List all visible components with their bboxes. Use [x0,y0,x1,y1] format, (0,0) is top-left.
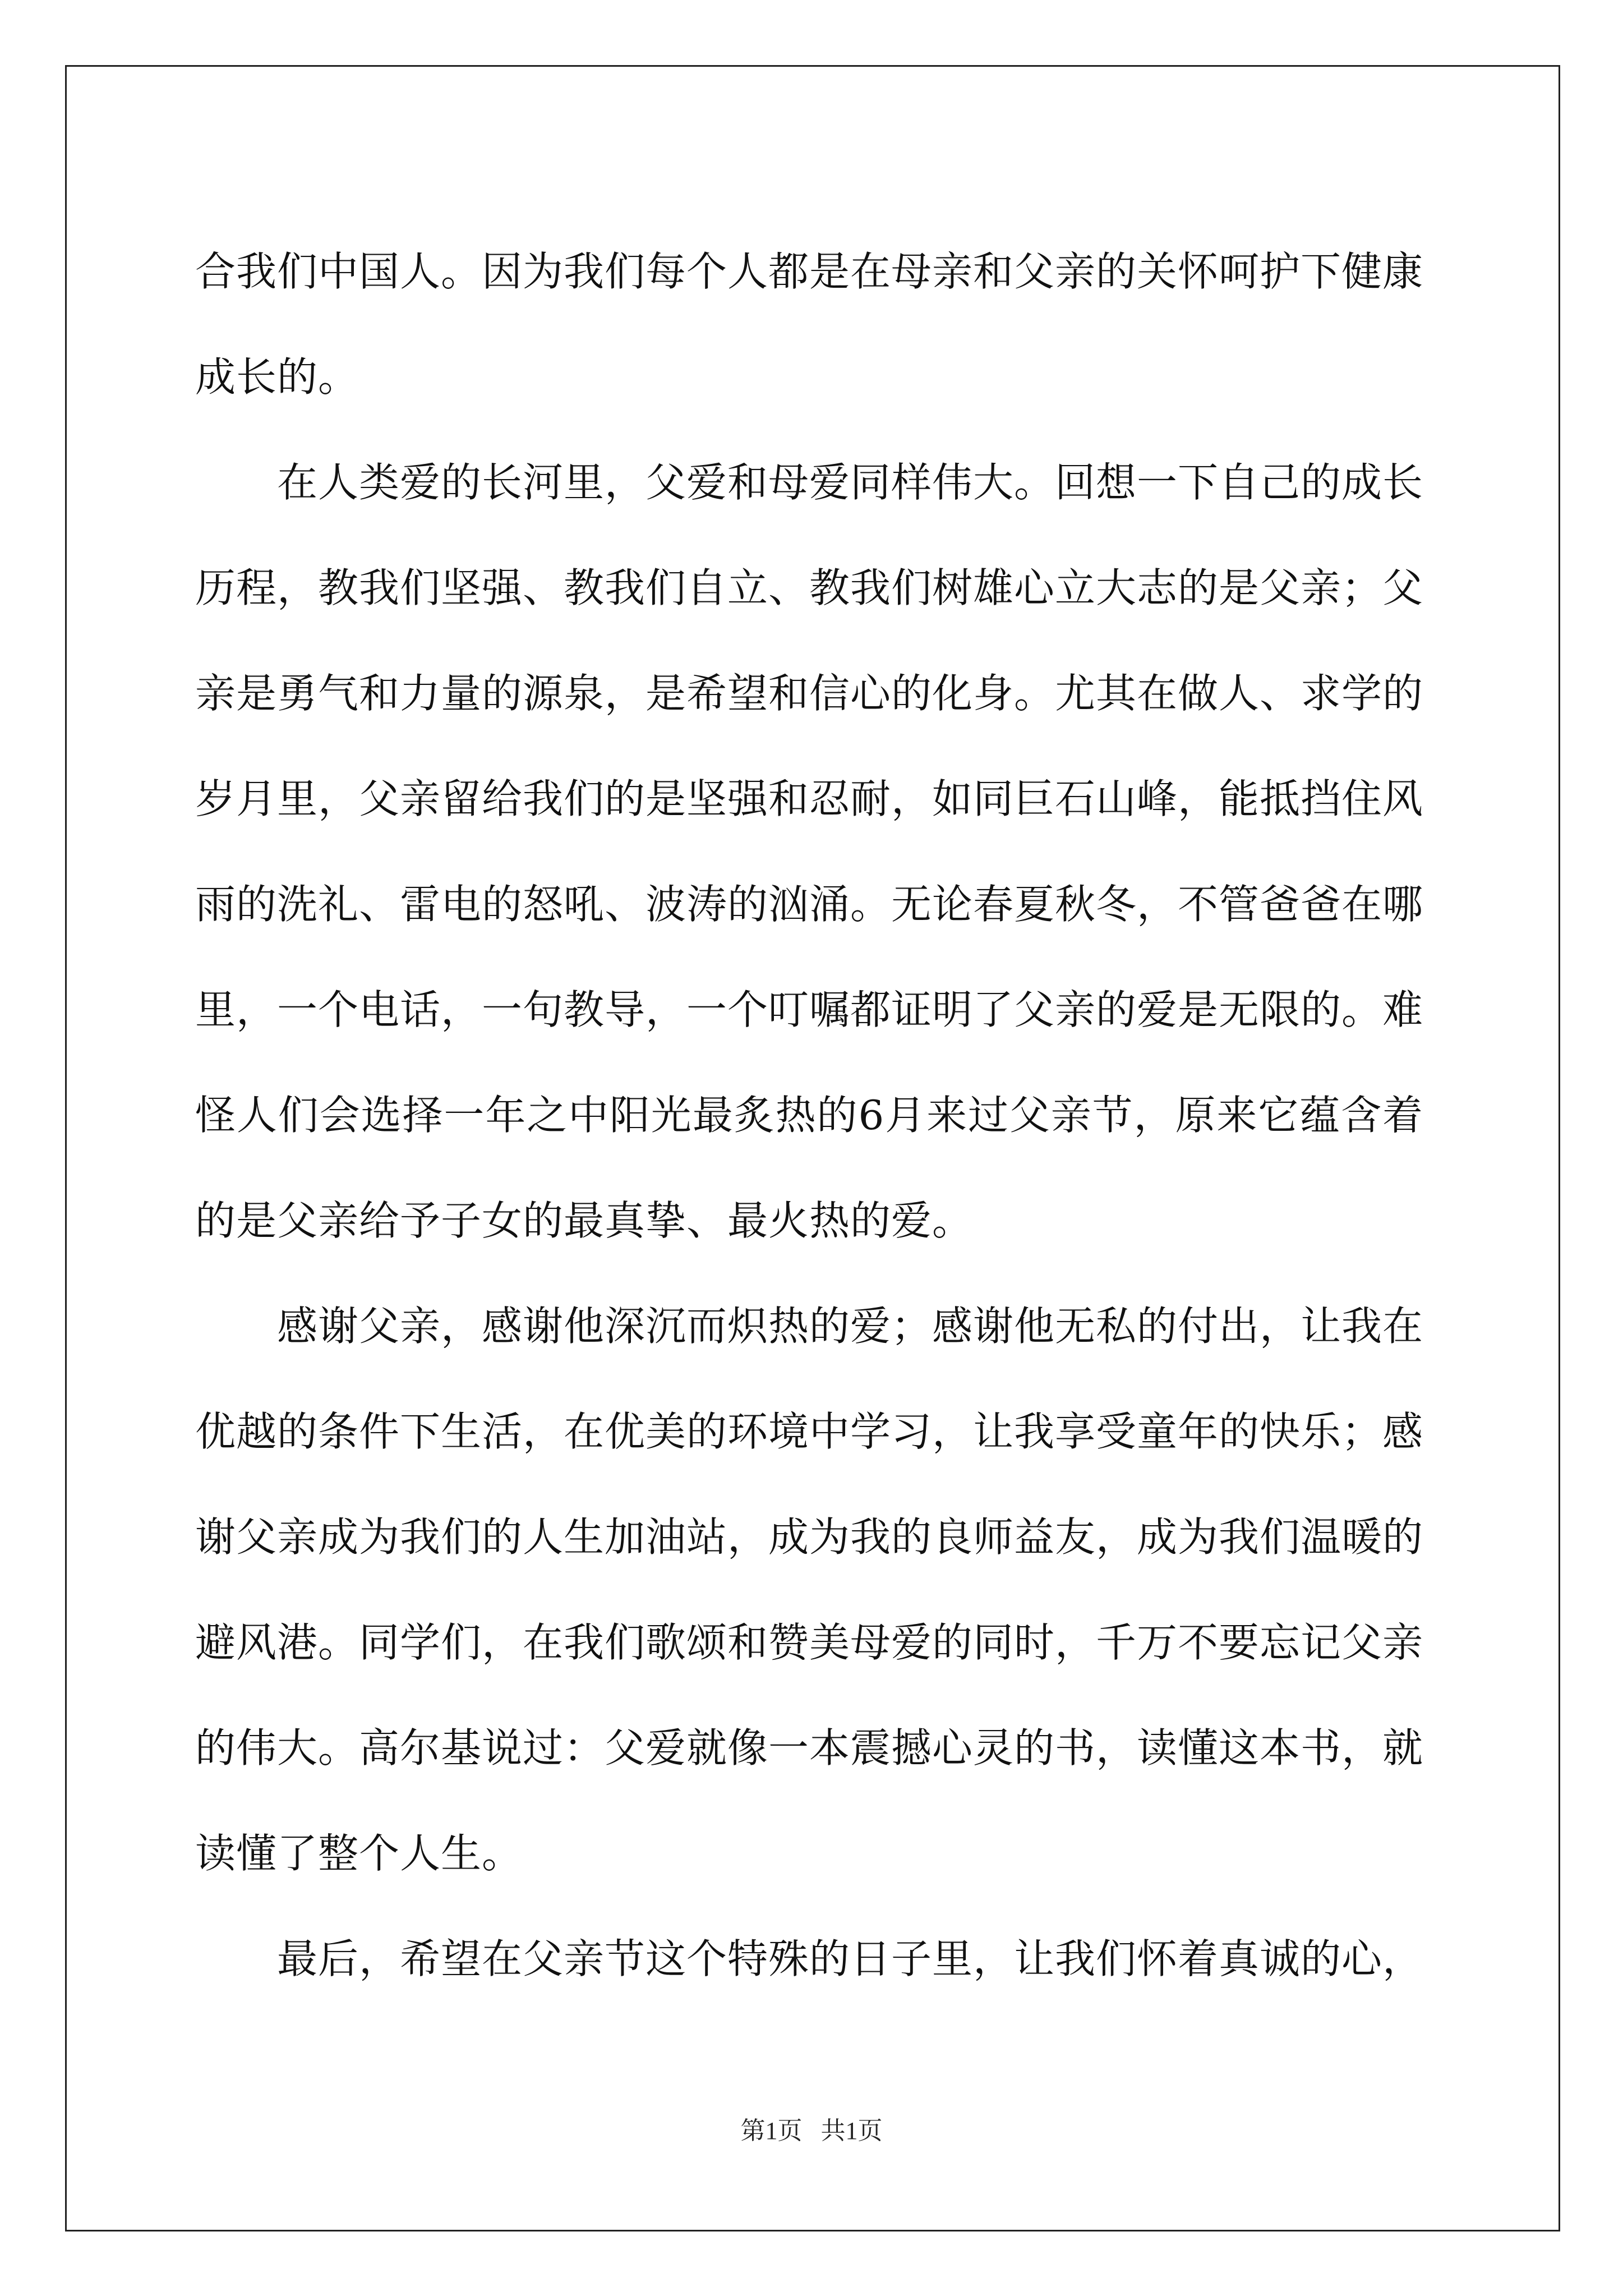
page-number-footer: 第1页 共1页 [740,2117,883,2145]
paragraph-3: 感谢父亲，感谢他深沉而炽热的爱；感谢他无私的付出，让我在优越的条件下生活，在优美的环境中学习，让我享受童年的快乐；感谢父亲成为我们的人生加油站，成为我的良师益友，成为我们温暖的避风港。同学们，在我们歌颂和赞美母爱的同时，千万不要忘记父亲的伟大。高尔基说过：父爱就像一本震撼心灵的书，读懂这本书，就读懂了整个人生。 [195,1303,1424,1877]
document-body [195,219,1423,2012]
paragraph-2: 在人类爱的长河里，父爱和母爱同样伟大。回想一下自己的成长历程，教我们坚强、教我们自立、教我们树雄心立大志的是父亲；父亲是勇气和力量的源泉，是希望和信心的化身。尤其在做人、求学的岁月里，父亲留给我们的是坚强和忍耐，如同巨石山峰，能抵挡住风雨的洗礼、雷电的怒吼、波涛的汹涌。无论春夏秋冬，不管爸爸在哪里，一个电话，一句教导，一个叮嘱都证明了父亲的爱是无限的。难怪人们会选择一年之中阳光最炙热的6月来过父亲节，原来它蕴含着的是父亲给予子女的最真挚、最火热的爱。 [195,459,1424,1244]
paragraph-4: 最后，希望在父亲节这个特殊的日子里，让我们怀着真诚的心， [277,1935,1424,1982]
paragraph-1: 合我们中国人。因为我们每个人都是在母亲和父亲的关怀呵护下健康成长的。 [195,248,1424,401]
